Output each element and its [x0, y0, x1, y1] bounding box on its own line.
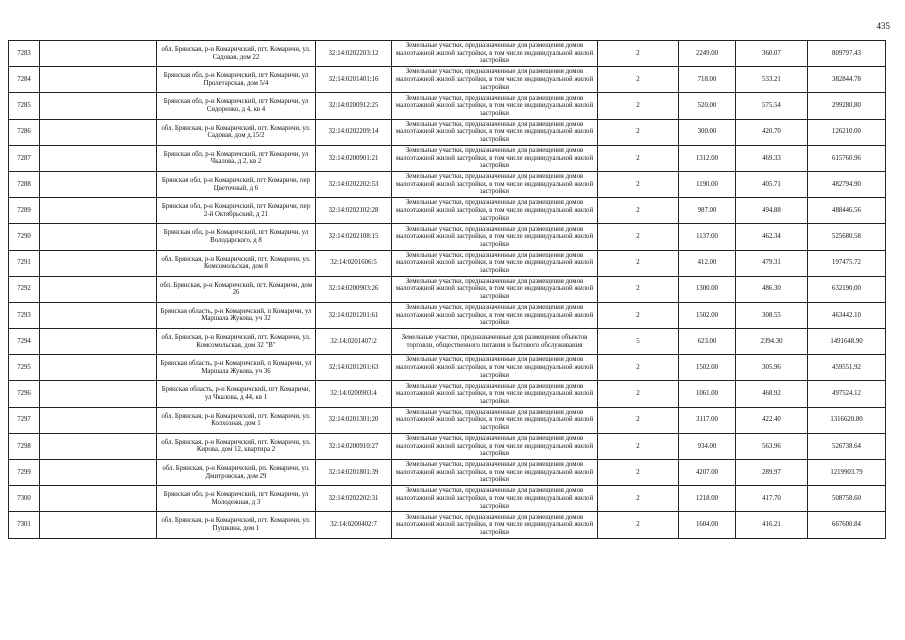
cadastral-value-cell: 1219903.79	[808, 460, 886, 486]
area-cell: 1190.00	[679, 171, 736, 197]
table-row	[9, 381, 886, 407]
cadastral-value-cell: 615760.96	[808, 145, 886, 171]
address-cell: обл. Брянская, р-н Комаричский, пгт. Комаричи, ул. Пушкина, дом 1	[157, 512, 316, 538]
cadastral-number-cell: 32:14:0202202:31	[316, 486, 392, 512]
specific-value-cell: 575.54	[736, 93, 808, 119]
row-number-cell: 7294	[9, 329, 40, 355]
cadastral-number-cell: 32:14:0201401:16	[316, 67, 392, 93]
specific-value-cell: 308.55	[736, 302, 808, 328]
empty-cell	[40, 41, 157, 67]
land-use-cell: Земельные участки, предназначенные для размещения объектов торговли, общественного питания и бытового обслуживания	[392, 329, 598, 355]
address-cell: Брянская обл, р-н Комаричский, пгт Комаричи, ул Молодежная, д 3	[157, 486, 316, 512]
land-use-cell: Земельные участки, предназначенные для размещения домов малоэтажной жилой застройки, в том числе индивидуальной жилой застройки	[392, 250, 598, 276]
specific-value-cell: 305.96	[736, 355, 808, 381]
specific-value-cell: 479.31	[736, 250, 808, 276]
land-use-cell: Земельные участки, предназначенные для размещения домов малоэтажной жилой застройки, в том числе индивидуальной жилой застройки	[392, 93, 598, 119]
area-cell: 1137.00	[679, 224, 736, 250]
row-number-cell: 7301	[9, 512, 40, 538]
cadastral-value-cell: 632190.00	[808, 276, 886, 302]
specific-value-cell: 405.71	[736, 171, 808, 197]
cadastral-value-cell: 382844.78	[808, 67, 886, 93]
row-number-cell: 7284	[9, 67, 40, 93]
address-cell: обл. Брянская, р-н Комаричский, пгт. Комаричи, ул. Колхозная, дом 1	[157, 407, 316, 433]
table-row	[9, 171, 886, 197]
specific-value-cell: 486.30	[736, 276, 808, 302]
table-row	[9, 486, 886, 512]
specific-value-cell: 420.70	[736, 119, 808, 145]
area-cell: 987.00	[679, 198, 736, 224]
address-cell: Брянская область, р-н Комаричский, пгт Комаричи, ул Чкалова, д 44, кв 1	[157, 381, 316, 407]
empty-cell	[40, 355, 157, 381]
row-number-cell: 7296	[9, 381, 40, 407]
area-cell: 623.00	[679, 329, 736, 355]
land-use-cell: Земельные участки, предназначенные для размещения домов малоэтажной жилой застройки, в том числе индивидуальной жилой застройки	[392, 171, 598, 197]
address-cell: Брянская обл, р-н Комаричский, пгт Комаричи, ул Чкалова, д 2, кв 2	[157, 145, 316, 171]
cadastral-number-cell: 32:14:0202108:15	[316, 224, 392, 250]
row-number-cell: 7292	[9, 276, 40, 302]
group-cell: 2	[598, 224, 679, 250]
empty-cell	[40, 433, 157, 459]
table-row	[9, 224, 886, 250]
empty-cell	[40, 93, 157, 119]
area-cell: 718.00	[679, 67, 736, 93]
cadastral-value-table	[8, 40, 886, 539]
table-row	[9, 460, 886, 486]
cadastral-value-cell: 299280.80	[808, 93, 886, 119]
table-row	[9, 250, 886, 276]
address-cell: обл. Брянская, р-н Комаричский, пгт. Комаричи, ул. Садовая, дом 22	[157, 41, 316, 67]
table-row	[9, 433, 886, 459]
cadastral-number-cell: 32:14:0201606:5	[316, 250, 392, 276]
area-cell: 520.00	[679, 93, 736, 119]
specific-value-cell: 468.92	[736, 381, 808, 407]
area-cell: 934.00	[679, 433, 736, 459]
specific-value-cell: 494.88	[736, 198, 808, 224]
table-row	[9, 41, 886, 67]
empty-cell	[40, 119, 157, 145]
area-cell: 1218.00	[679, 486, 736, 512]
group-cell: 2	[598, 407, 679, 433]
row-number-cell: 7285	[9, 93, 40, 119]
land-use-cell: Земельные участки, предназначенные для размещения домов малоэтажной жилой застройки, в том числе индивидуальной жилой застройки	[392, 407, 598, 433]
cadastral-value-cell: 1491648.90	[808, 329, 886, 355]
area-cell: 1604.00	[679, 512, 736, 538]
land-use-cell: Земельные участки, предназначенные для размещения домов малоэтажной жилой застройки, в том числе индивидуальной жилой застройки	[392, 460, 598, 486]
cadastral-number-cell: 32:14:0200912:25	[316, 93, 392, 119]
cadastral-number-cell: 32:14:0201801:39	[316, 460, 392, 486]
specific-value-cell: 469.33	[736, 145, 808, 171]
land-use-cell: Земельные участки, предназначенные для размещения домов малоэтажной жилой застройки, в том числе индивидуальной жилой застройки	[392, 355, 598, 381]
empty-cell	[40, 302, 157, 328]
row-number-cell: 7289	[9, 198, 40, 224]
address-cell: обл. Брянская, р-н Комаричский, пгт. Комаричи, ул. Комсомольская, дом 8	[157, 250, 316, 276]
cadastral-number-cell: 32:14:0201407:2	[316, 329, 392, 355]
specific-value-cell: 563.96	[736, 433, 808, 459]
cadastral-number-cell: 32:14:0200903:4	[316, 381, 392, 407]
cadastral-value-cell: 463442.10	[808, 302, 886, 328]
area-cell: 2249.00	[679, 41, 736, 67]
cadastral-number-cell: 32:14:0200910:27	[316, 433, 392, 459]
land-use-cell: Земельные участки, предназначенные для размещения домов малоэтажной жилой застройки, в том числе индивидуальной жилой застройки	[392, 145, 598, 171]
group-cell: 2	[598, 381, 679, 407]
group-cell: 2	[598, 486, 679, 512]
empty-cell	[40, 224, 157, 250]
land-use-cell: Земельные участки, предназначенные для размещения домов малоэтажной жилой застройки, в том числе индивидуальной жилой застройки	[392, 276, 598, 302]
cadastral-number-cell: 32:14:0201201:61	[316, 302, 392, 328]
cadastral-value-cell: 1316620.80	[808, 407, 886, 433]
row-number-cell: 7283	[9, 41, 40, 67]
group-cell: 2	[598, 512, 679, 538]
empty-cell	[40, 171, 157, 197]
address-cell: обл. Брянская, р-н Комаричский, пгт. Комаричи, дом 26	[157, 276, 316, 302]
area-cell: 1502.00	[679, 302, 736, 328]
cadastral-number-cell: 32:14:0200402:7	[316, 512, 392, 538]
cadastral-value-cell: 508758.60	[808, 486, 886, 512]
row-number-cell: 7287	[9, 145, 40, 171]
specific-value-cell: 417.70	[736, 486, 808, 512]
row-number-cell: 7298	[9, 433, 40, 459]
specific-value-cell: 462.34	[736, 224, 808, 250]
group-cell: 2	[598, 198, 679, 224]
land-use-cell: Земельные участки, предназначенные для размещения домов малоэтажной жилой застройки, в том числе индивидуальной жилой застройки	[392, 67, 598, 93]
table-row	[9, 407, 886, 433]
empty-cell	[40, 460, 157, 486]
cadastral-number-cell: 32:14:0200903:26	[316, 276, 392, 302]
cadastral-number-cell: 32:14:0200901:21	[316, 145, 392, 171]
table-body	[9, 41, 886, 539]
land-use-cell: Земельные участки, предназначенные для размещения домов малоэтажной жилой застройки, в том числе индивидуальной жилой застройки	[392, 224, 598, 250]
row-number-cell: 7290	[9, 224, 40, 250]
cadastral-value-cell: 197475.72	[808, 250, 886, 276]
land-use-cell: Земельные участки, предназначенные для размещения домов малоэтажной жилой застройки, в том числе индивидуальной жилой застройки	[392, 433, 598, 459]
empty-cell	[40, 512, 157, 538]
empty-cell	[40, 276, 157, 302]
group-cell: 2	[598, 460, 679, 486]
land-use-cell: Земельные участки, предназначенные для размещения домов малоэтажной жилой застройки, в том числе индивидуальной жилой застройки	[392, 512, 598, 538]
row-number-cell: 7286	[9, 119, 40, 145]
group-cell: 2	[598, 250, 679, 276]
cadastral-number-cell: 32:14:0201301:20	[316, 407, 392, 433]
address-cell: Брянская обл, р-н Комаричский, пгт Комаричи, ул Пролетарская, дом 5/4	[157, 67, 316, 93]
address-cell: Брянская обл, р-н Комаричский, пгт Комаричи, ул Сидоренко, д 4, кв 4	[157, 93, 316, 119]
specific-value-cell: 416.21	[736, 512, 808, 538]
land-use-cell: Земельные участки, предназначенные для размещения домов малоэтажной жилой застройки, в том числе индивидуальной жилой застройки	[392, 41, 598, 67]
address-cell: Брянская обл, р-н Комаричский, пгт Комаричи, пер 2-й Октябрьский, д 21	[157, 198, 316, 224]
table-row	[9, 198, 886, 224]
cadastral-number-cell: 32:14:0201201:63	[316, 355, 392, 381]
land-use-cell: Земельные участки, предназначенные для размещения домов малоэтажной жилой застройки, в том числе индивидуальной жилой застройки	[392, 381, 598, 407]
cadastral-value-cell: 482794.90	[808, 171, 886, 197]
cadastral-value-cell: 497524.12	[808, 381, 886, 407]
cadastral-number-cell: 32:14:0202102:28	[316, 198, 392, 224]
cadastral-value-cell: 809797.43	[808, 41, 886, 67]
empty-cell	[40, 198, 157, 224]
group-cell: 5	[598, 329, 679, 355]
group-cell: 2	[598, 41, 679, 67]
group-cell: 2	[598, 93, 679, 119]
cadastral-value-cell: 667600.84	[808, 512, 886, 538]
area-cell: 1502.00	[679, 355, 736, 381]
area-cell: 1061.00	[679, 381, 736, 407]
group-cell: 2	[598, 171, 679, 197]
empty-cell	[40, 329, 157, 355]
specific-value-cell: 289.97	[736, 460, 808, 486]
empty-cell	[40, 407, 157, 433]
cadastral-value-cell: 488446.56	[808, 198, 886, 224]
cadastral-number-cell: 32:14:0202202:53	[316, 171, 392, 197]
page-number: 435	[876, 21, 890, 31]
row-number-cell: 7288	[9, 171, 40, 197]
area-cell: 412.00	[679, 250, 736, 276]
group-cell: 2	[598, 433, 679, 459]
table-row	[9, 302, 886, 328]
address-cell: обл. Брянская, р-н Комаричский, пгт. Комаричи, ул. Комсомольская, дом 32 "В"	[157, 329, 316, 355]
specific-value-cell: 422.40	[736, 407, 808, 433]
group-cell: 2	[598, 119, 679, 145]
empty-cell	[40, 381, 157, 407]
table-row	[9, 329, 886, 355]
address-cell: Брянская обл, р-н Комаричский, пгт Комаричи, ул Володарского, д 8	[157, 224, 316, 250]
table-row	[9, 276, 886, 302]
row-number-cell: 7300	[9, 486, 40, 512]
address-cell: Брянская область, р-н Комаричский, п Комаричи, ул Маршала Жукова, уч 36	[157, 355, 316, 381]
empty-cell	[40, 486, 157, 512]
cadastral-value-cell: 525680.58	[808, 224, 886, 250]
group-cell: 2	[598, 67, 679, 93]
row-number-cell: 7291	[9, 250, 40, 276]
area-cell: 4207.00	[679, 460, 736, 486]
group-cell: 2	[598, 276, 679, 302]
cadastral-number-cell: 32:14:0202209:14	[316, 119, 392, 145]
address-cell: обл. Брянская, р-н Комаричский, пгт. Комаричи, ул. Садовая, дом д.15/2	[157, 119, 316, 145]
empty-cell	[40, 250, 157, 276]
specific-value-cell: 360.07	[736, 41, 808, 67]
land-use-cell: Земельные участки, предназначенные для размещения домов малоэтажной жилой застройки, в том числе индивидуальной жилой застройки	[392, 486, 598, 512]
group-cell: 2	[598, 355, 679, 381]
table-row	[9, 119, 886, 145]
empty-cell	[40, 67, 157, 93]
table-row	[9, 93, 886, 119]
row-number-cell: 7297	[9, 407, 40, 433]
specific-value-cell: 2394.30	[736, 329, 808, 355]
row-number-cell: 7299	[9, 460, 40, 486]
group-cell: 2	[598, 302, 679, 328]
area-cell: 1300.00	[679, 276, 736, 302]
area-cell: 1312.00	[679, 145, 736, 171]
empty-cell	[40, 145, 157, 171]
cadastral-value-cell: 459551.92	[808, 355, 886, 381]
land-use-cell: Земельные участки, предназначенные для размещения домов малоэтажной жилой застройки, в том числе индивидуальной жилой застройки	[392, 302, 598, 328]
area-cell: 300.00	[679, 119, 736, 145]
land-use-cell: Земельные участки, предназначенные для размещения домов малоэтажной жилой застройки, в том числе индивидуальной жилой застройки	[392, 119, 598, 145]
cadastral-value-cell: 126210.00	[808, 119, 886, 145]
address-cell: Брянская обл, р-н Комаричский, пгт Комаричи, пер Цветочный, д 6	[157, 171, 316, 197]
address-cell: Брянская область, р-н Комаричский, п Комаричи, ул Маршала Жукова, уч 32	[157, 302, 316, 328]
specific-value-cell: 533.21	[736, 67, 808, 93]
row-number-cell: 7293	[9, 302, 40, 328]
table-row	[9, 512, 886, 538]
cadastral-number-cell: 32:14:0202203:12	[316, 41, 392, 67]
address-cell: обл. Брянская, р-н Комаричский, пгт. Комаричи, ул. Кирова, дом 12, квартира 2	[157, 433, 316, 459]
group-cell: 2	[598, 145, 679, 171]
land-use-cell: Земельные участки, предназначенные для размещения домов малоэтажной жилой застройки, в том числе индивидуальной жилой застройки	[392, 198, 598, 224]
cadastral-value-cell: 526738.64	[808, 433, 886, 459]
row-number-cell: 7295	[9, 355, 40, 381]
table-row	[9, 145, 886, 171]
table-row	[9, 67, 886, 93]
address-cell: обл. Брянская, р-н Комаричский, рп. Комаричи, ул. Дмитровская, дом 29	[157, 460, 316, 486]
table-row	[9, 355, 886, 381]
area-cell: 3117.00	[679, 407, 736, 433]
